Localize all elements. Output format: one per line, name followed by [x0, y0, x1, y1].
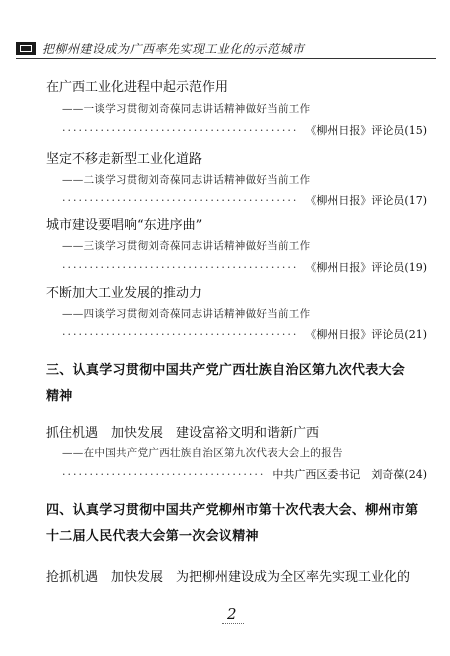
section-heading-continued: 精神	[46, 389, 73, 404]
section-heading: 四、认真学习贯彻中国共产党柳州市第十次代表大会、柳州市第	[46, 503, 419, 518]
entry-title: 坚定不移走新型工业化道路	[46, 152, 203, 167]
entry-title: 不断加大工业发展的推动力	[46, 286, 203, 301]
entry-source: 《柳州日报》评论员(15)	[305, 124, 427, 137]
header-mark-icon	[16, 42, 36, 55]
leader-dots	[62, 194, 299, 207]
leader-dots	[62, 124, 299, 137]
entry-subtitle: ——一谈学习贯彻刘奇葆同志讲话精神做好当前工作	[62, 103, 311, 115]
entry-title: 在广西工业化进程中起示范作用	[46, 80, 229, 95]
entry-subtitle: ——在中国共产党广西壮族自治区第九次代表大会上的报告	[62, 447, 343, 459]
entry-source-row	[62, 122, 427, 138]
entry-title: 城市建设要唱响“东进序曲”	[46, 218, 203, 233]
entry-source: 中共广西区委书记 刘奇葆(24)	[272, 468, 427, 481]
leader-dots	[62, 468, 266, 481]
entry-source-row	[62, 466, 427, 482]
section-heading: 三、认真学习贯彻中国共产党广西壮族自治区第九次代表大会	[46, 363, 406, 378]
page-number-ornament	[222, 623, 244, 624]
leader-dots	[62, 328, 299, 341]
header-rule	[16, 58, 436, 59]
entry-title: 抢抓机遇 加快发展 为把柳州建设成为全区率先实现工业化的	[46, 570, 411, 585]
entry-source-row	[62, 326, 427, 342]
leader-dots	[62, 261, 299, 274]
entry-subtitle: ——四谈学习贯彻刘奇葆同志讲话精神做好当前工作	[62, 308, 311, 320]
page-number: 2	[227, 605, 237, 623]
entry-source: 《柳州日报》评论员(17)	[305, 194, 427, 207]
entry-source: 《柳州日报》评论员(21)	[305, 328, 427, 341]
entry-source-row	[62, 192, 427, 208]
running-header-title: 把柳州建设成为广西率先实现工业化的示范城市	[42, 42, 305, 56]
section-heading-continued: 十二届人民代表大会第一次会议精神	[46, 529, 259, 544]
entry-title: 抓住机遇 加快发展 建设富裕文明和谐新广西	[46, 426, 320, 441]
entry-subtitle: ——三谈学习贯彻刘奇葆同志讲话精神做好当前工作	[62, 240, 311, 252]
running-header	[16, 38, 436, 62]
entry-source: 《柳州日报》评论员(19)	[305, 261, 427, 274]
entry-subtitle: ——二谈学习贯彻刘奇葆同志讲话精神做好当前工作	[62, 174, 311, 186]
entry-source-row	[62, 259, 427, 275]
